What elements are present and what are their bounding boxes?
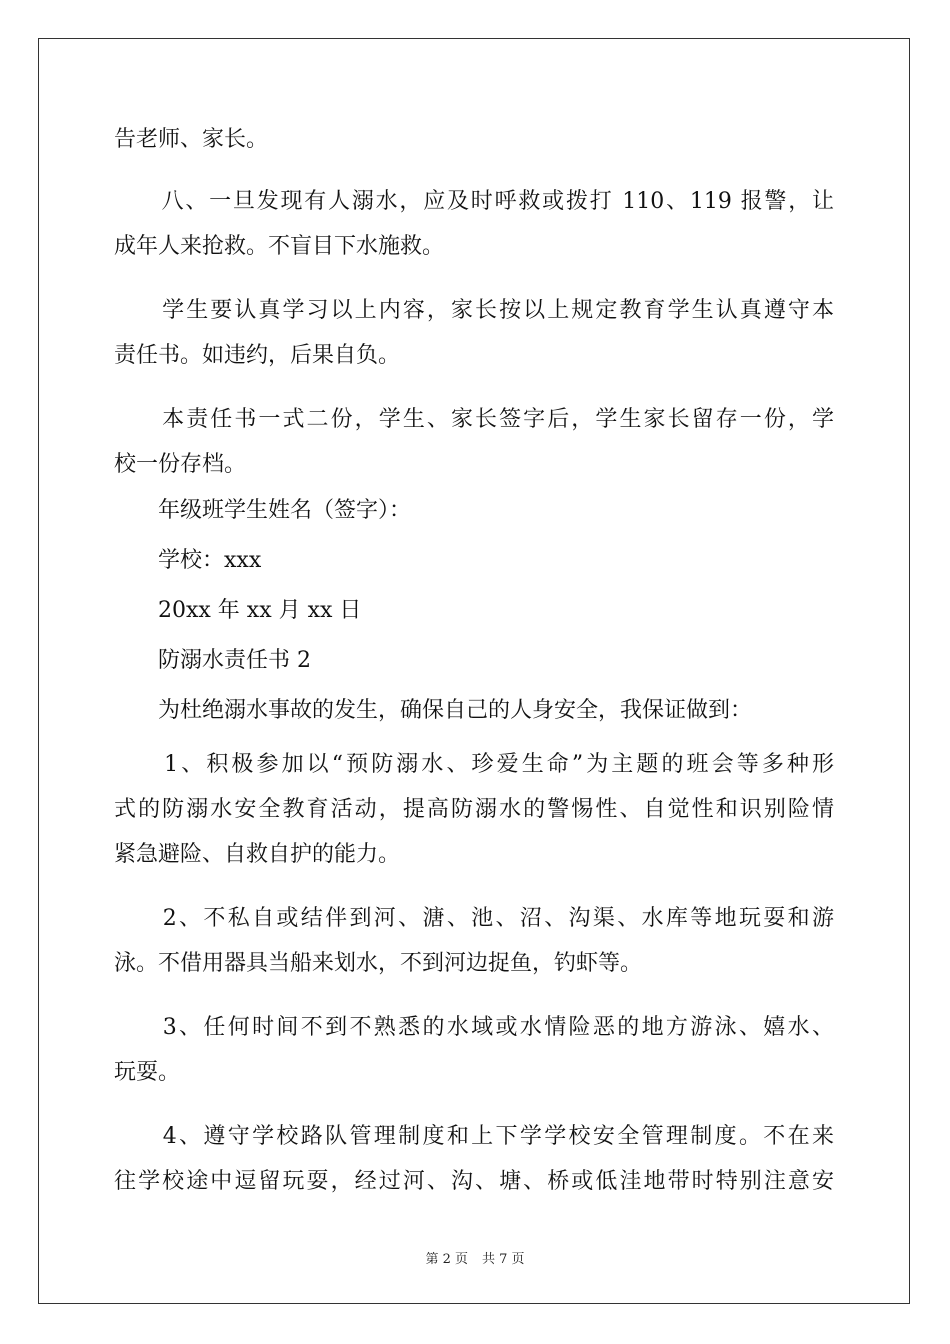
text-line: 告老师、家长。 [114,127,269,152]
page-footer [0,1248,950,1267]
text-line: 责任书。如违约，后果自负。 [114,343,401,368]
text-line: 八、一旦发现有人溺水，应及时呼救或拨打 110、119 报警，让 [114,189,834,214]
text-line: 泳。不借用器具当船来划水，不到河边捉鱼，钓虾等。 [114,951,643,976]
text-line: 往学校途中逗留玩耍，经过河、沟、塘、桥或低洼地带时特别注意安 [114,1169,834,1194]
text-line: 为杜绝溺水事故的发生，确保自己的人身安全，我保证做到： [114,698,753,723]
page-total: 共 7 页 [482,1252,525,1267]
text-line: 本责任书一式二份，学生、家长签字后，学生家长留存一份，学 [114,407,834,432]
text-line: 校一份存档。 [114,452,247,477]
text-line: 1、积极参加以“预防溺水、珍爱生命”为主题的班会等多种形 [114,752,834,777]
text-line: 3、任何时间不到不熟悉的水域或水情险恶的地方游泳、嬉水、 [114,1015,834,1040]
page-number: 第 2 页 [425,1252,468,1267]
text-line: 学校：xxx [114,548,262,573]
text-line: 20xx 年 xx 月 xx 日 [114,598,362,623]
text-line: 玩耍。 [114,1060,181,1085]
text-line: 成年人来抢救。不盲目下水施救。 [114,234,445,259]
text-line: 防溺水责任书 2 [114,648,311,673]
text-line: 式的防溺水安全教育活动，提高防溺水的警惕性、自觉性和识别险情 [114,797,834,822]
text-line: 学生要认真学习以上内容，家长按以上规定教育学生认真遵守本 [114,298,834,323]
text-line: 年级班学生姓名（签字）： [114,498,412,523]
text-line: 4、遵守学校路队管理制度和上下学学校安全管理制度。不在来 [114,1124,834,1149]
text-line: 2、不私自或结伴到河、溏、池、沼、沟渠、水库等地玩耍和游 [114,906,834,931]
text-line: 紧急避险、自救自护的能力。 [114,842,401,867]
